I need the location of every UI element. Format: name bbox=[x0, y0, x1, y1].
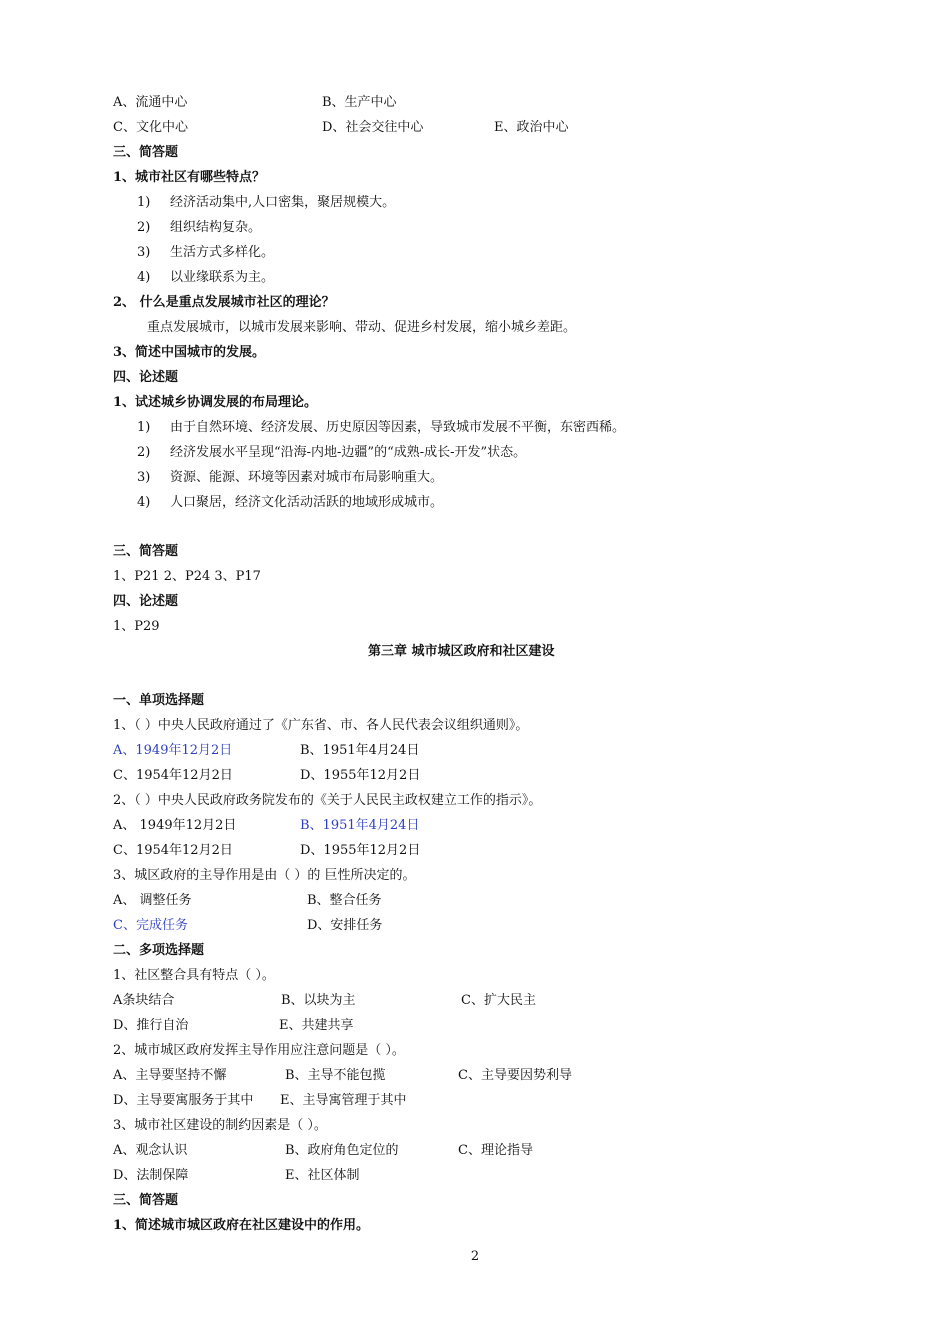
section-heading: 一、单项选择题 bbox=[113, 693, 205, 708]
option-d: D、法制保障 bbox=[113, 1168, 189, 1183]
option-c: C、文化中心 bbox=[113, 120, 188, 135]
option-a-answer: A、1949年12月2日 bbox=[113, 743, 233, 758]
option-b: B、整合任务 bbox=[307, 893, 382, 908]
option-b: B、1951年4月24日 bbox=[300, 743, 420, 758]
section-heading: 三、简答题 bbox=[113, 544, 179, 559]
option-e: E、主导寓管理于其中 bbox=[280, 1093, 407, 1108]
question: 2、城市城区政府发挥主导作用应注意问题是（ ）。 bbox=[113, 1043, 405, 1058]
option-d: D、安排任务 bbox=[307, 918, 383, 933]
option-b-answer: B、1951年4月24日 bbox=[300, 818, 420, 833]
option-d: D、推行自治 bbox=[113, 1018, 189, 1033]
section-heading: 四、论述题 bbox=[113, 594, 179, 609]
list-number: 4) bbox=[137, 495, 151, 510]
option-c: C、扩大民主 bbox=[461, 993, 536, 1008]
option-e: E、社区体制 bbox=[285, 1168, 360, 1183]
option-b: B、主导不能包揽 bbox=[285, 1068, 386, 1083]
option-a: A、观念认识 bbox=[113, 1143, 188, 1158]
option-b: B、以块为主 bbox=[281, 993, 356, 1008]
option-d: D、1955年12月2日 bbox=[300, 843, 421, 858]
option-b: B、政府角色定位的 bbox=[285, 1143, 399, 1158]
section-heading: 二、多项选择题 bbox=[113, 943, 205, 958]
answer-refs: 1、P21 2、P24 3、P17 bbox=[113, 569, 261, 584]
option-a: A、 1949年12月2日 bbox=[113, 818, 237, 833]
answer-text: 重点发展城市，以城市发展来影响、带动、促进乡村发展，缩小城乡差距。 bbox=[147, 320, 577, 335]
list-item: 人口聚居，经济文化活动活跃的地域形成城市。 bbox=[170, 495, 444, 510]
option-a: A条块结合 bbox=[113, 993, 175, 1008]
page-number: 2 bbox=[470, 1249, 480, 1264]
option-b: B、生产中心 bbox=[322, 95, 397, 110]
answer-refs: 1、P29 bbox=[113, 619, 160, 634]
section-heading: 四、论述题 bbox=[113, 370, 179, 385]
option-e: E、共建共享 bbox=[279, 1018, 354, 1033]
option-d: D、主导要寓服务于其中 bbox=[113, 1093, 254, 1108]
option-a: A、 调整任务 bbox=[113, 893, 192, 908]
section-heading: 三、简答题 bbox=[113, 145, 179, 160]
question: 3、城区政府的主导作用是由（ ）的 巨性所决定的。 bbox=[113, 868, 416, 883]
option-a: A、流通中心 bbox=[113, 95, 188, 110]
option-c: C、主导要因势利导 bbox=[458, 1068, 572, 1083]
option-d: D、社会交往中心 bbox=[322, 120, 424, 135]
list-item: 以业缘联系为主。 bbox=[170, 270, 275, 285]
question: 2、（ ）中央人民政府政务院发布的《关于人民民主政权建立工作的指示》。 bbox=[113, 793, 542, 808]
question: 1、（ ）中央人民政府通过了《广东省、市、各人民代表会议组织通则》。 bbox=[113, 718, 529, 733]
option-d: D、1955年12月2日 bbox=[300, 768, 421, 783]
question: 3、城市社区建设的制约因素是（ ）。 bbox=[113, 1118, 327, 1133]
option-e: E、政治中心 bbox=[494, 120, 569, 135]
question: 1、试述城乡协调发展的布局理论。 bbox=[113, 395, 318, 410]
question: 1、社区整合具有特点（ ）。 bbox=[113, 968, 275, 983]
chapter-title: 第三章 城市城区政府和社区建设 bbox=[368, 644, 555, 659]
question: 1、城市社区有哪些特点？ bbox=[113, 170, 266, 185]
question: 3、简述中国城市的发展。 bbox=[113, 345, 266, 360]
option-a: A、主导要坚持不懈 bbox=[113, 1068, 227, 1083]
option-c: C、1954年12月2日 bbox=[113, 843, 233, 858]
option-c: C、理论指导 bbox=[458, 1143, 533, 1158]
list-number: 3) bbox=[137, 470, 151, 485]
list-item: 生活方式多样化。 bbox=[170, 245, 275, 260]
list-number: 3) bbox=[137, 245, 151, 260]
list-number: 1) bbox=[137, 195, 151, 210]
list-item: 由于自然环境、经济发展、历史原因等因素，导致城市发展不平衡，东密西稀。 bbox=[170, 420, 626, 435]
question: 1、简述城市城区政府在社区建设中的作用。 bbox=[113, 1218, 370, 1233]
list-item: 资源、能源、环境等因素对城市布局影响重大。 bbox=[170, 470, 444, 485]
option-c-answer: C、完成任务 bbox=[113, 918, 188, 933]
section-heading: 三、简答题 bbox=[113, 1193, 179, 1208]
list-item: 经济发展水平呈现“沿海-内地-边疆”的“成熟-成长-开发”状态。 bbox=[170, 445, 527, 460]
list-item: 经济活动集中,人口密集，聚居规模大。 bbox=[170, 195, 396, 210]
question: 2、 什么是重点发展城市社区的理论？ bbox=[113, 295, 335, 310]
list-number: 1) bbox=[137, 420, 151, 435]
list-number: 2) bbox=[137, 220, 151, 235]
list-number: 4) bbox=[137, 270, 151, 285]
list-number: 2) bbox=[137, 445, 151, 460]
list-item: 组织结构复杂。 bbox=[170, 220, 262, 235]
option-c: C、1954年12月2日 bbox=[113, 768, 233, 783]
